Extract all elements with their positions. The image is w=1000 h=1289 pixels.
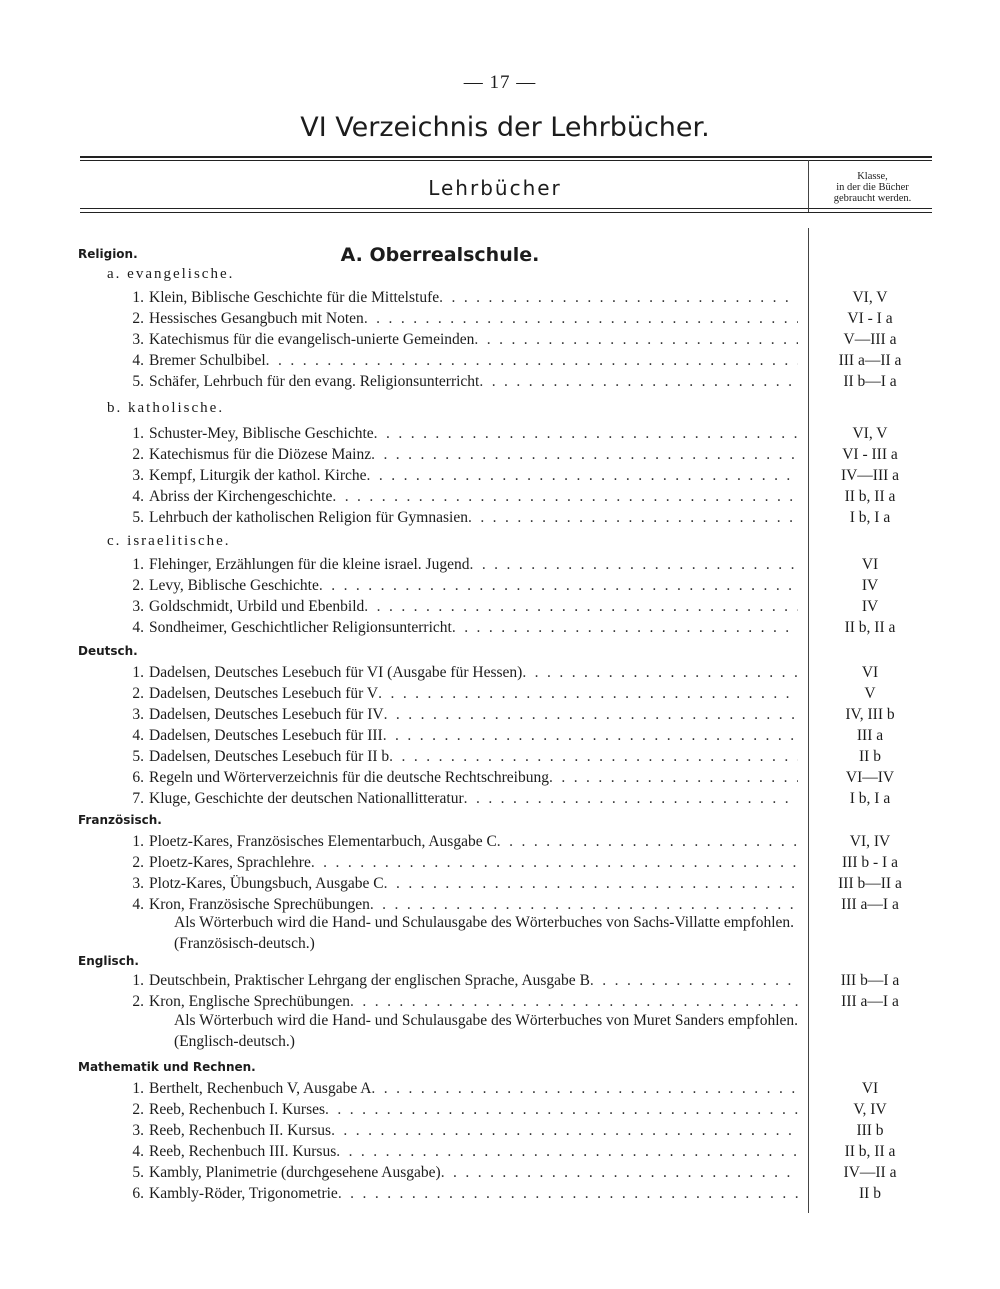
book-entry [108,854,798,874]
entry-number: 4. [132,896,144,913]
entry-klasse: II b, II a [844,488,896,505]
entry-title: Plotz-Kares, Übungsbuch, Ausgabe C [149,875,384,892]
entry-number: 1. [132,972,144,989]
entry-title: Deutschbein, Praktischer Lehrgang der englischen Sprache, Ausgabe B [149,972,590,989]
entry-title: Dadelsen, Deutsches Lesebuch für V [149,685,379,702]
subsection-katholisch: b. katholische. [107,400,225,416]
entry-klasse: III b—I a [840,972,900,989]
entry-klasse: VI [861,1080,879,1097]
entry-klasse: I b, I a [849,509,891,526]
entry-number: 3. [132,875,144,892]
entry-number: 5. [132,373,144,390]
entry-number: 2. [132,577,144,594]
entry-title: Kron, Französische Sprechübungen [149,896,370,913]
book-entry [108,1143,798,1163]
book-entry [108,310,798,330]
entry-title: Dadelsen, Deutsches Lesebuch für IV [149,706,384,723]
entry-klasse: VI - I a [847,310,893,327]
entry-klasse: III b - I a [842,854,898,871]
entry-klasse: III a [856,727,884,744]
entry-klasse: II b—I a [843,373,897,390]
entry-number: 2. [132,685,144,702]
column-header-books: Lehrbücher [428,176,562,200]
header-bottom-rule [80,208,932,209]
book-entry [108,1122,798,1142]
entry-number: 2. [132,854,144,871]
book-entry [108,972,798,992]
entry-number: 2. [132,993,144,1010]
book-entry [108,619,798,639]
entry-title: Lehrbuch der katholischen Religion für Gymnasien [149,509,468,526]
book-entry [108,488,798,508]
entry-title: Goldschmidt, Urbild und Ebenbild [149,598,365,615]
dictionary-note-french: Als Wörterbuch wird die Hand- und Schulausgabe des Wörterbuches von Sachs-Villatte empfohlen. (Französisch-deutsch.) [174,914,795,952]
entry-klasse: II b [859,1185,881,1202]
entry-number: 7. [132,790,144,807]
dictionary-note-english: Als Wörterbuch wird die Hand- und Schulausgabe des Wörterbuches von Muret Sanders empfohlen. (Englisch-deutsch.) [174,1012,799,1050]
entry-number: 1. [132,1080,144,1097]
entry-klasse: VI [861,664,879,681]
entry-title: Kambly-Röder, Trigonometrie [149,1185,338,1202]
header-top-rule [80,156,932,158]
book-entry [108,1185,798,1205]
entry-number: 5. [132,509,144,526]
subject-deutsch: Deutsch. [78,644,138,658]
entry-klasse: IV, III b [845,706,895,723]
entry-number: 5. [132,748,144,765]
entry-title: Klein, Biblische Geschichte für die Mittelstufe [149,289,440,306]
entry-number: 1. [132,833,144,850]
entry-klasse: V [864,685,876,702]
book-entry [108,1080,798,1100]
entry-klasse: III b—II a [838,875,902,892]
entry-klasse: VI, V [852,425,888,442]
entry-klasse: V, IV [853,1101,887,1118]
entry-title: Schuster-Mey, Biblische Geschichte [149,425,374,442]
entry-number: 4. [132,488,144,505]
header-column-divider [808,160,809,212]
entry-number: 5. [132,1164,144,1181]
entry-number: 3. [132,331,144,348]
entry-klasse: III a—II a [838,352,902,369]
entry-title: Schäfer, Lehrbuch für den evang. Religionsunterricht [149,373,480,390]
entry-klasse: V—III a [843,331,897,348]
subject-franzoesisch: Französisch. [78,813,162,827]
entry-title: Ploetz-Kares, Sprachlehre [149,854,311,871]
entry-klasse: I b, I a [849,790,891,807]
book-entry [108,577,798,597]
entry-number: 2. [132,446,144,463]
book-entry [108,769,798,789]
column-header-klasse: Klasse, in der die Bücher gebraucht werden. [833,171,912,204]
book-entry [108,1101,798,1121]
entry-number: 1. [132,289,144,306]
book-entry [108,556,798,576]
entry-title: Kambly, Planimetrie (durchgesehene Ausgabe) [149,1164,441,1181]
book-entry [108,331,798,351]
book-entry [108,790,798,810]
subject-mathematik: Mathematik und Rechnen. [78,1060,256,1074]
entry-klasse: VI [861,556,879,573]
book-entry [108,1164,798,1184]
entry-title: Reeb, Rechenbuch I. Kurses [149,1101,326,1118]
entry-klasse: II b, II a [844,1143,896,1160]
entry-number: 3. [132,706,144,723]
entry-klasse: III b [856,1122,884,1139]
entry-number: 4. [132,352,144,369]
header-bottom-rule-2 [80,212,932,213]
entry-number: 2. [132,310,144,327]
entry-number: 1. [132,556,144,573]
book-entry [108,373,798,393]
book-entry [108,875,798,895]
subsection-evangelisch: a. evangelische. [107,266,235,282]
entry-title: Regeln und Wörterverzeichnis für die deutsche Rechtschreibung [149,769,549,786]
entry-klasse: VI, V [852,289,888,306]
book-entry [108,352,798,372]
book-entry [108,289,798,309]
book-entry [108,748,798,768]
book-entry [108,598,798,618]
entry-title: Levy, Biblische Geschichte [149,577,319,594]
page-title: VI Verzeichnis der Lehrbücher. [300,112,710,143]
entry-title: Dadelsen, Deutsches Lesebuch für III [149,727,383,744]
entry-title: Reeb, Rechenbuch III. Kursus [149,1143,337,1160]
book-entry [108,685,798,705]
entry-title: Berthelt, Rechenbuch V, Ausgabe A [149,1080,372,1097]
entry-number: 4. [132,619,144,636]
entry-klasse: IV [861,598,879,615]
entry-klasse: VI - III a [842,446,898,463]
entry-klasse: IV—III a [840,467,900,484]
entry-title: Kluge, Geschichte der deutschen Nationallitteratur [149,790,464,807]
book-entry [108,509,798,529]
entry-title: Reeb, Rechenbuch II. Kursus [149,1122,332,1139]
entry-title: Hessisches Gesangbuch mit Noten [149,310,364,327]
entry-title: Kempf, Liturgik der kathol. Kirche [149,467,367,484]
entry-number: 4. [132,727,144,744]
entry-title: Flehinger, Erzählungen für die kleine israel. Jugend [149,556,470,573]
book-entry [108,706,798,726]
book-entry [108,664,798,684]
entry-klasse: II b, II a [844,619,896,636]
entry-klasse: IV—II a [843,1164,897,1181]
entry-title: Katechismus für die evangelisch-unierte Gemeinden [149,331,475,348]
entry-number: 3. [132,467,144,484]
entry-title: Katechismus für die Diözese Mainz [149,446,372,463]
page-number: — 17 — [463,72,537,93]
subject-religion: Religion. [78,247,138,261]
entry-title: Dadelsen, Deutsches Lesebuch für II b [149,748,390,765]
entry-number: 3. [132,1122,144,1139]
entry-title: Dadelsen, Deutsches Lesebuch für VI (Ausgabe für Hessen) [149,664,523,681]
subject-englisch: Englisch. [78,954,139,968]
book-entry [108,467,798,487]
entry-klasse: III a—I a [841,896,899,913]
entry-title: Bremer Schulbibel [149,352,266,369]
entry-title: Abriss der Kirchengeschichte [149,488,333,505]
book-entry [108,425,798,445]
entry-klasse: III a—I a [841,993,899,1010]
entry-number: 6. [132,769,144,786]
entry-number: 2. [132,1101,144,1118]
entry-title: Kron, Englische Sprechübungen [149,993,351,1010]
entry-klasse: IV [861,577,879,594]
school-heading: A. Oberrealschule. [340,244,540,266]
book-entry [108,727,798,747]
column-divider [808,228,809,1213]
entry-number: 6. [132,1185,144,1202]
entry-klasse: II b [859,748,881,765]
entry-title: Sondheimer, Geschichtlicher Religionsunterricht [149,619,452,636]
subsection-israelitisch: c. israelitische. [107,533,231,549]
book-entry [108,833,798,853]
entry-title: Ploetz-Kares, Französisches Elementarbuch, Ausgabe C [149,833,497,850]
book-entry [108,446,798,466]
entry-number: 3. [132,598,144,615]
entry-klasse: VI—IV [845,769,895,786]
entry-number: 1. [132,425,144,442]
header-top-rule-thin [80,160,932,161]
entry-klasse: VI, IV [849,833,891,850]
entry-number: 1. [132,664,144,681]
entry-number: 4. [132,1143,144,1160]
